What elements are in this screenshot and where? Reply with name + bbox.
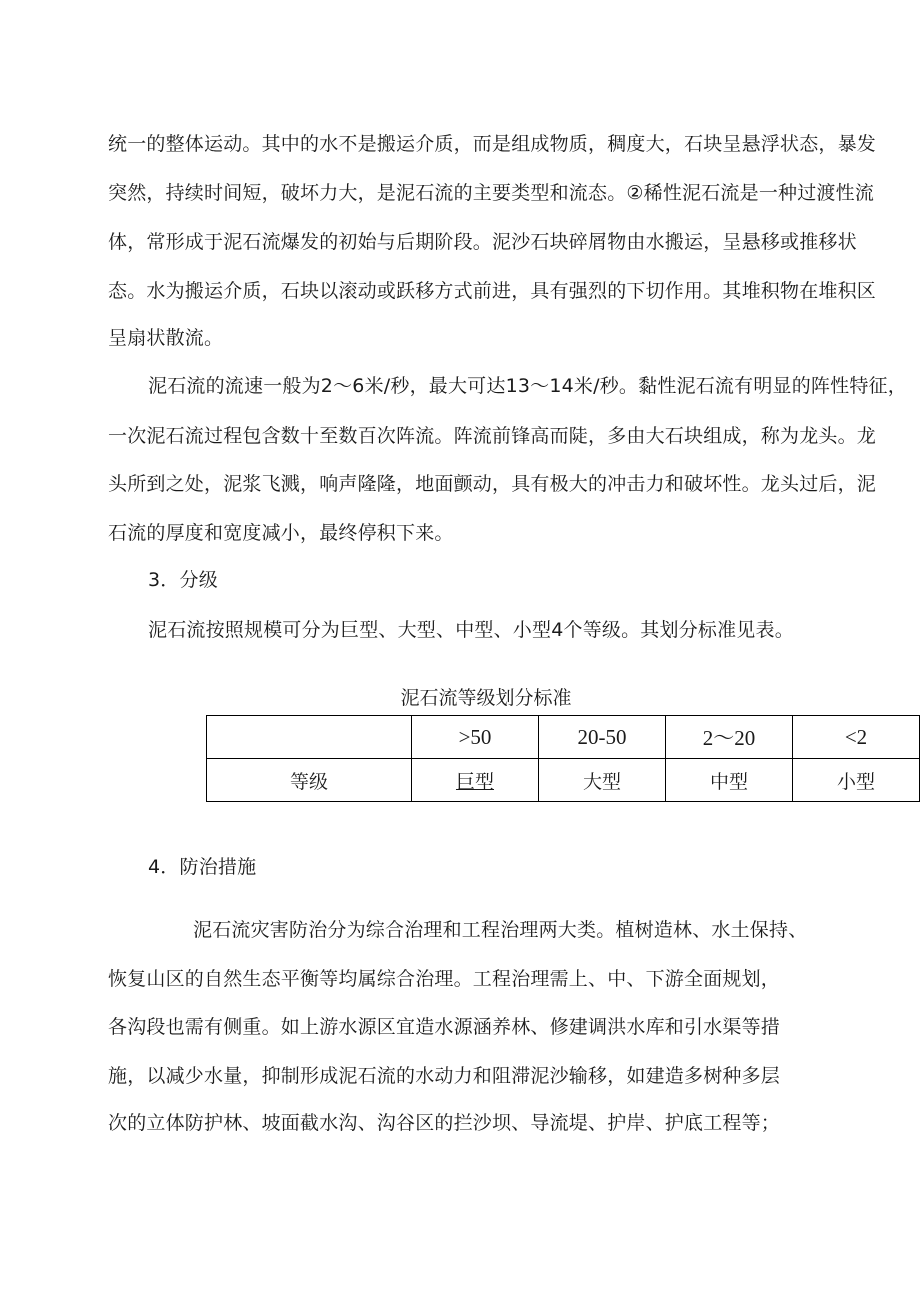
table-cell: >50 <box>412 716 539 759</box>
table-cell: 小型 <box>793 759 920 802</box>
table-row-header <box>207 716 920 759</box>
table-cell: 2～20 <box>666 716 793 759</box>
paragraph-line: 统一的整体运动。其中的水不是搬运介质，而是组成物质，稠度大，石块呈悬浮状态，暴发 <box>108 133 877 155</box>
paragraph-line: 突然，持续时间短，破坏力大，是泥石流的主要类型和流态。②稀性泥石流是一种过渡性流 <box>108 182 875 204</box>
paragraph-line: 一次泥石流过程包含数十至数百次阵流。阵流前锋高而陡，多由大石块组成，称为龙头。龙 <box>108 425 877 447</box>
table-cell: 中型 <box>666 759 793 802</box>
table-row <box>207 759 920 802</box>
paragraph-line: 恢复山区的自然生态平衡等均属综合治理。工程治理需上、中、下游全面规划， <box>108 968 781 990</box>
section-heading-classification: 3．分级 <box>148 569 218 591</box>
paragraph-line: 泥石流灾害防治分为综合治理和工程治理两大类。植树造林、水土保持、 <box>193 919 808 941</box>
paragraph-line: 石流的厚度和宽度减小，最终停积下来。 <box>108 522 454 544</box>
table-cell <box>207 716 412 759</box>
table-cell: <2 <box>793 716 920 759</box>
table-cell: 等级 <box>207 759 412 802</box>
paragraph-line: 呈扇状散流。 <box>108 327 224 349</box>
section-text-classification: 泥石流按照规模可分为巨型、大型、中型、小型4个等级。其划分标准见表。 <box>148 619 794 641</box>
paragraph-line: 施，以减少水量，抑制形成泥石流的水动力和阻滞泥沙输移，如建造多树种多层 <box>108 1065 781 1087</box>
table-cell: 大型 <box>539 759 666 802</box>
section-heading-prevention: 4．防治措施 <box>148 856 257 878</box>
paragraph-line: 态。水为搬运介质，石块以滚动或跃移方式前进，具有强烈的下切作用。其堆积物在堆积区 <box>108 280 877 302</box>
paragraph-line: 体，常形成于泥石流爆发的初始与后期阶段。泥沙石块碎屑物由水搬运，呈悬移或推移状 <box>108 231 857 253</box>
paragraph-line: 次的立体防护林、坡面截水沟、沟谷区的拦沙坝、导流堤、护岸、护底工程等； <box>108 1112 781 1134</box>
table-cell-text: 巨型 <box>455 770 494 793</box>
paragraph-line: 头所到之处，泥浆飞溅，响声隆隆，地面颤动，具有极大的冲击力和破坏性。龙头过后，泥 <box>108 473 877 495</box>
table-cell: 20-50 <box>539 716 666 759</box>
grade-table <box>206 715 920 802</box>
paragraph-line: 各沟段也需有侧重。如上游水源区宜造水源涵养林、修建调洪水库和引水渠等措 <box>108 1016 781 1038</box>
paragraph-line: 泥石流的流速一般为2〜6米/秒，最大可达13〜14米/秒。黏性泥石流有明显的阵性特征， <box>148 375 907 397</box>
table-caption: 泥石流等级划分标准 <box>400 687 572 709</box>
table-cell <box>412 759 539 802</box>
